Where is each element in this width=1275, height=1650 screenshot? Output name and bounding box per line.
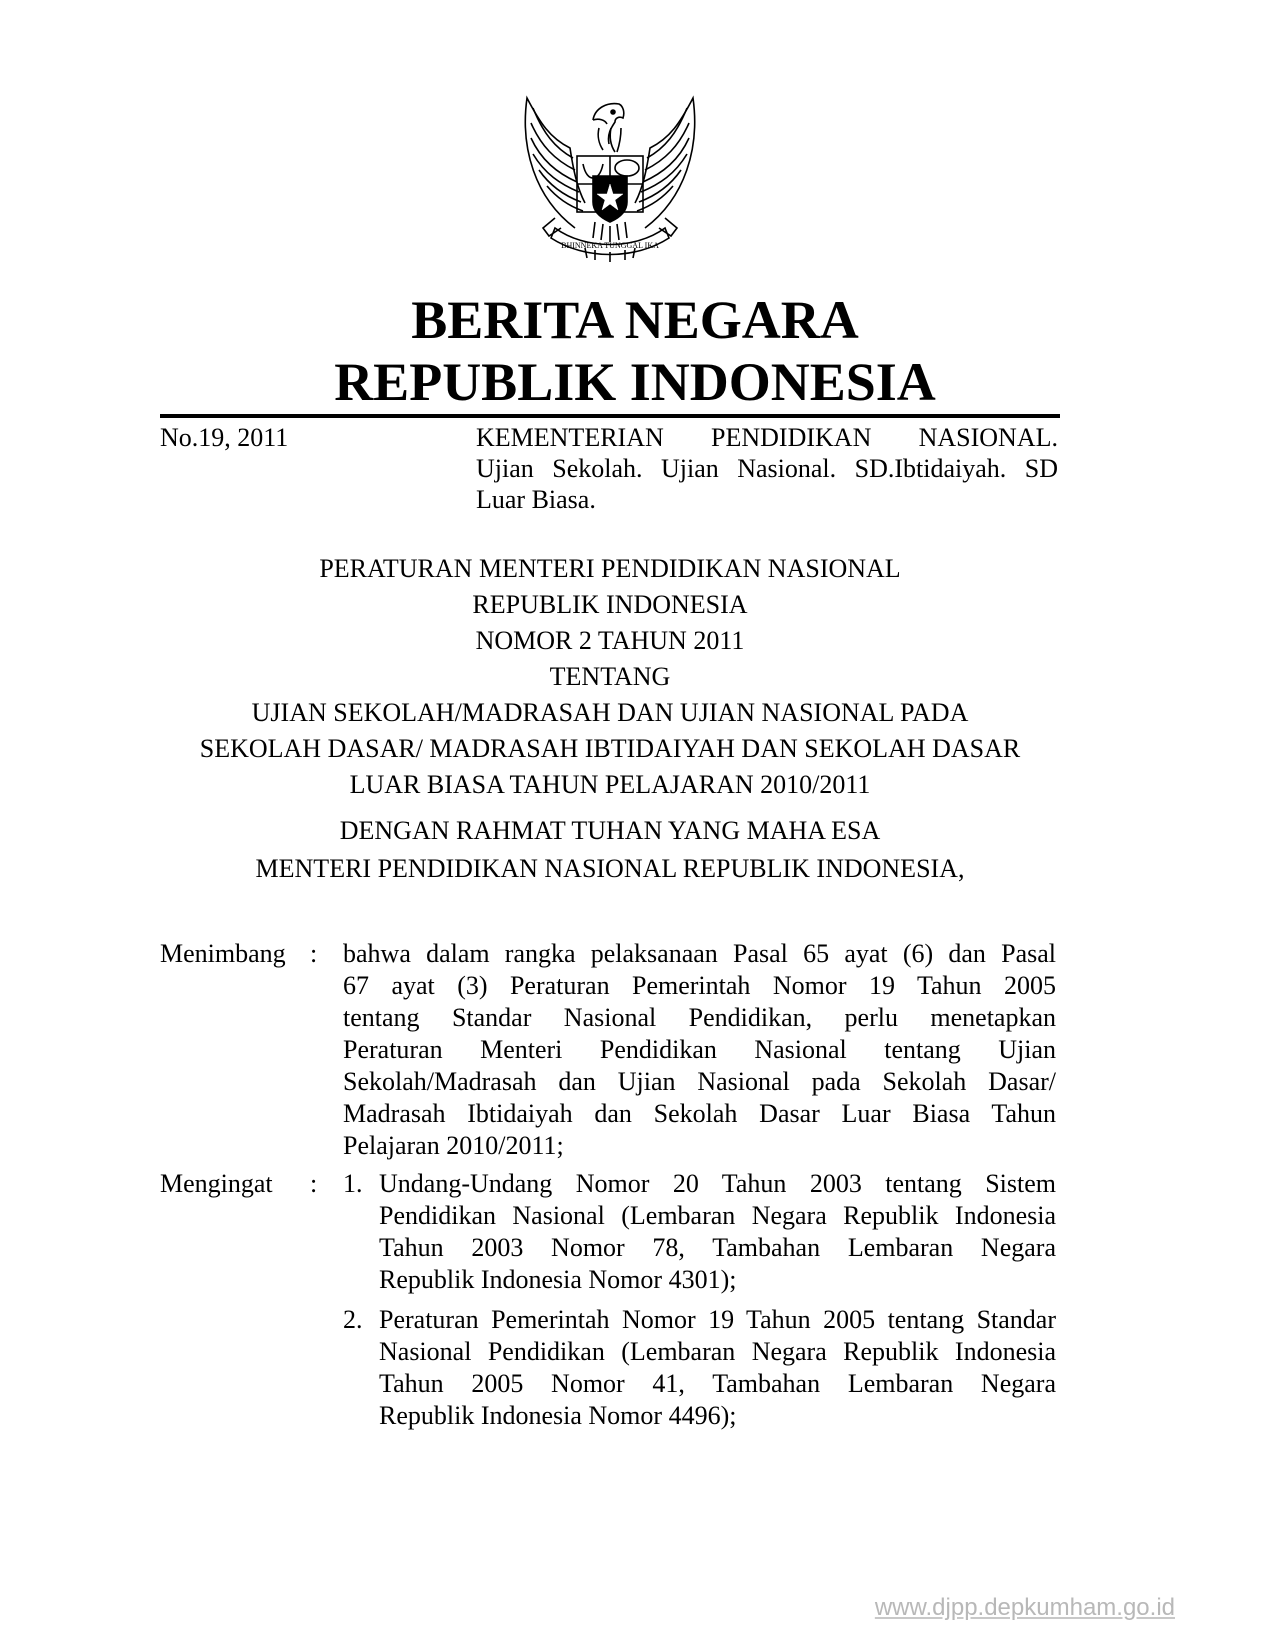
menimbang-label: Menimbang (160, 939, 286, 968)
body-line: Pelajaran 2010/2011; (343, 1131, 564, 1160)
masthead-divider (160, 414, 1060, 418)
menimbang-colon: : (310, 939, 318, 968)
mengingat-colon: : (310, 1169, 318, 1198)
item-number: 2. (343, 1305, 363, 1334)
body-line: bahwa dalam rangka pelaksanaan Pasal 65 ayat (6) dan Pasal (343, 939, 1056, 968)
svg-text:BHINNEKA TUNGGAL IKA: BHINNEKA TUNGGAL IKA (561, 241, 659, 250)
invocation: DENGAN RAHMAT TUHAN YANG MAHA ESA (339, 816, 881, 845)
item-text (379, 1304, 1056, 1432)
title-line: TENTANG (549, 662, 671, 691)
footer-website-link[interactable]: www.djpp.depkumham.go.id (874, 1594, 1175, 1621)
title-line: PERATURAN MENTERI PENDIDIKAN NASIONAL (319, 554, 901, 583)
issue-subject-line: KEMENTERIAN PENDIDIKAN NASIONAL. (476, 423, 1058, 452)
menimbang-body (343, 938, 1056, 1162)
item-line: Tahun 2005 Nomor 41, Tambahan Lembaran Negara (379, 1369, 1056, 1398)
item-line: Undang-Undang Nomor 20 Tahun 2003 tentang Sistem (379, 1169, 1056, 1198)
item-text (379, 1168, 1056, 1296)
body-line: 67 ayat (3) Peraturan Pemerintah Nomor 19 Tahun 2005 (343, 971, 1056, 1000)
item-line: Tahun 2003 Nomor 78, Tambahan Lembaran Negara (379, 1233, 1056, 1262)
body-line: tentang Standar Nasional Pendidikan, perlu menetapkan (343, 1003, 1056, 1032)
masthead-subtitle: REPUBLIK INDONESIA (334, 352, 936, 412)
item-line: Republik Indonesia Nomor 4496); (379, 1401, 737, 1430)
issue-subject-line: Luar Biasa. (476, 485, 596, 514)
issue-subject (476, 422, 1058, 515)
masthead-title: BERITA NEGARA (411, 290, 859, 350)
title-line: UJIAN SEKOLAH/MADRASAH DAN UJIAN NASIONAL PADA (251, 698, 969, 727)
item-line: Pendidikan Nasional (Lembaran Negara Republik Indonesia (379, 1201, 1056, 1230)
issue-number: No.19, 2011 (160, 423, 289, 452)
item-number: 1. (343, 1169, 363, 1198)
body-line: Sekolah/Madrasah dan Ujian Nasional pada Sekolah Dasar/ (343, 1067, 1056, 1096)
title-line: NOMOR 2 TAHUN 2011 (475, 626, 745, 655)
item-line: Nasional Pendidikan (Lembaran Negara Republik Indonesia (379, 1337, 1056, 1366)
issue-subject-line: Ujian Sekolah. Ujian Nasional. SD.Ibtidaiyah. SD (476, 454, 1058, 483)
regulation-title (160, 551, 1060, 887)
mengingat-label: Mengingat (160, 1169, 273, 1198)
item-line: Republik Indonesia Nomor 4301); (379, 1265, 737, 1294)
title-line: LUAR BIASA TAHUN PELAJARAN 2010/2011 (349, 770, 871, 799)
garuda-emblem-icon (515, 78, 705, 263)
body-line: Madrasah Ibtidaiyah dan Sekolah Dasar Luar Biasa Tahun (343, 1099, 1056, 1128)
title-line: SEKOLAH DASAR/ MADRASAH IBTIDAIYAH DAN SEKOLAH DASAR (199, 734, 1021, 763)
body-line: Peraturan Menteri Pendidikan Nasional tentang Ujian (343, 1035, 1056, 1064)
item-line: Peraturan Pemerintah Nomor 19 Tahun 2005 tentang Standar (379, 1305, 1056, 1334)
issuer: MENTERI PENDIDIKAN NASIONAL REPUBLIK INDONESIA, (255, 854, 965, 883)
title-line: REPUBLIK INDONESIA (472, 590, 748, 619)
